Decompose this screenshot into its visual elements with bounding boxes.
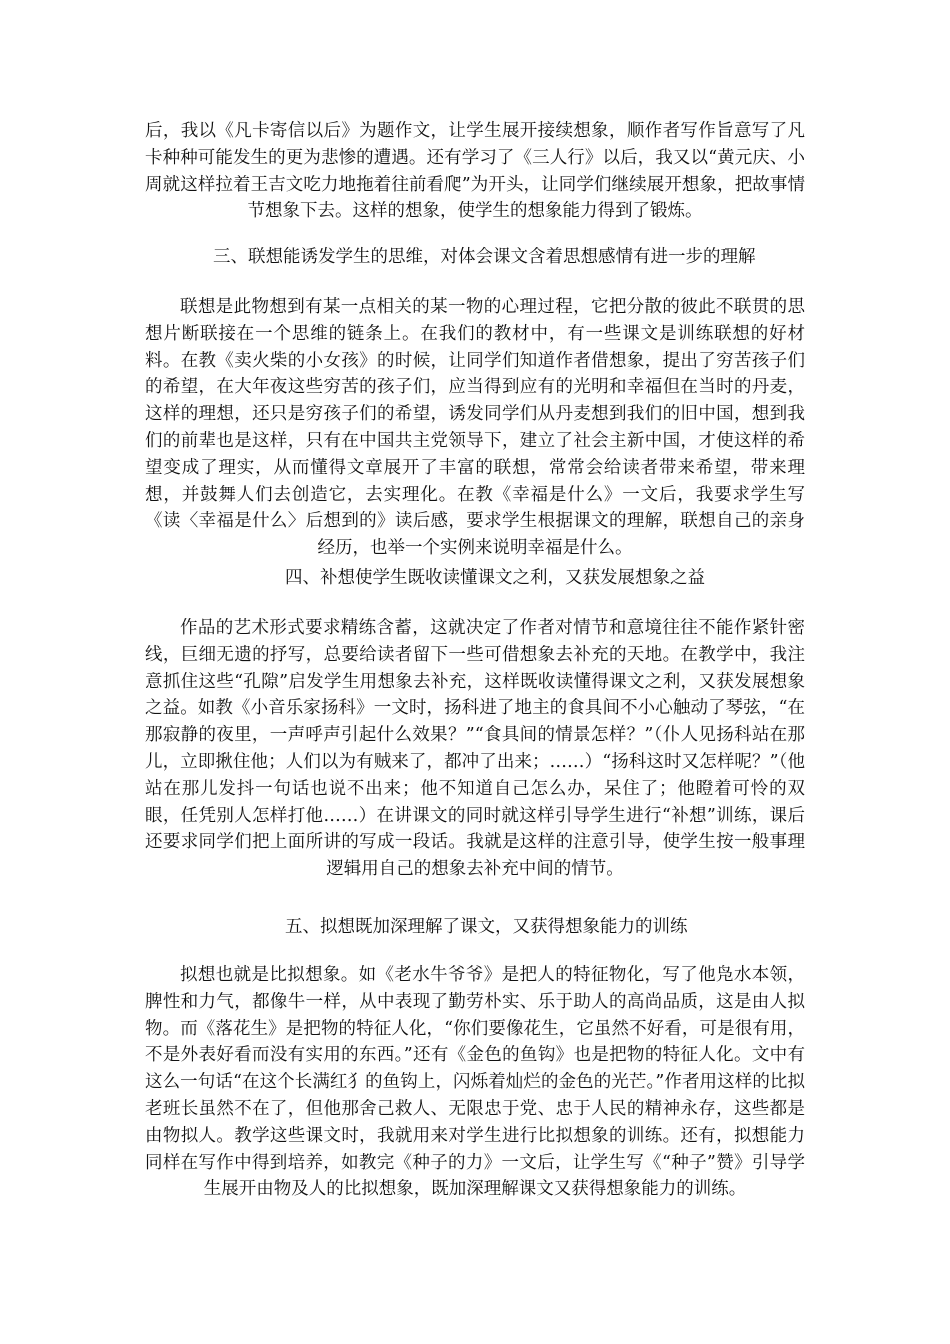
paragraph-analogy: 拟想也就是比拟想象。如《老水牛爷爷》是把人的特征物化，写了他凫水本领，脾性和力气，都像牛一样，从中表现了勤劳朴实、乐于助人的高尚品质，这是由人拟物。而《落花生》是把物的特征人化，“你们要像花生，它虽然不好看，可是很有用，不是外表好看而没有实用的东西。”还有《金色的鱼钩》也是把物的特征人化。文中有这么一句话“在这个长满红犭的鱼钩上，闪烁着灿烂的金色的光芒。”作者用这样的比拟老班长虽然不在了，但他那舍己救人、无限忠于党、忠于人民的精神永存，这些都是由物拟人。教学这些课文时，我就用来对学生进行比拟想象的训练。还有，拟想能力同样在写作中得到培养，如教完《种子的力》一文后，让学生写《“种子”赞》引导学生展开由物及人的比拟想象，既加深理解课文又获得想象能力的训练。 — [145, 965, 805, 1200]
paragraph-supplement: 作品的艺术形式要求精练含蓄，这就决定了作者对情节和意境往往不能作紧针密线，巨细无遗的抒写，总要给读者留下一些可借想象去补充的天地。在教学中，我注意抓住这些“孔隙”启发学生用想象去补充，这样既收读懂得课文之利，又获发展想象之益。如教《小音乐家扬科》一文时，扬科进了地主的食具间不小心触动了琴弦，“在那寂静的夜里，一声呼声引起什么效果？”“食具间的情景怎样？”（仆人见扬科站在那儿，立即揪住他；人们以为有贼来了，都冲了出来；……）“扬科这时又怎样呢？”（他站在那儿发抖一句话也说不出来；他不知道自己怎么办，呆住了；他瞪着可怜的双眼，任凭别人怎样打他……）在讲课文的同时就这样引导学生进行“补想”训练，课后还要求同学们把上面所讲的写成一段话。我就是这样的注意引导，使学生按一般事理逻辑用自己的想象去补充中间的情节。 — [145, 618, 805, 880]
paragraph-continuation: 后，我以《凡卡寄信以后》为题作文，让学生展开接续想象，顺作者写作旨意写了凡卡种种可能发生的更为悲惨的遭遇。还有学习了《三人行》以后，我又以“黄元庆、小周就这样拉着王吉文吃力地拖着往前看爬”为开头，让同学们继续展开想象，把故事情节想象下去。这样的想象，使学生的想象能力得到了锻炼。 — [145, 121, 805, 222]
section-heading-3: 三、联想能诱发学生的思维，对体会课文含着思想感情有进一步的理解 — [213, 247, 756, 267]
paragraph-association: 联想是此物想到有某一点相关的某一物的心理过程，它把分散的彼此不联贯的思想片断联接在一个思维的链条上。在我们的教材中，有一些课文是训练联想的好材料。在教《卖火柴的小女孩》的时候，让同学们知道作者借想象，提出了穷苦孩子们的希望，在大年夜这些穷苦的孩子们，应当得到应有的光明和幸福但在当时的丹麦，这样的理想，还只是穷孩子们的希望，诱发同学们从丹麦想到我们的旧中国，想到我们的前辈也是这样，只有在中国共主党领导下，建立了社会主新中国，才使这样的希望变成了理实，从而懂得文章展开了丰富的联想，常常会给读者带来希望，带来理想，并鼓舞人们去创造它，去实理化。在教《幸福是什么》一文后，我要求学生写《读〈幸福是什么〉后想到的》读后感，要求学生根据课文的理解，联想自己的亲身经历，也举一个实例来说明幸福是什么。 — [145, 297, 805, 559]
section-heading-5: 五、拟想既加深理解了课文，又获得想象能力的训练 — [285, 917, 688, 937]
section-heading-4: 四、补想使学生既收读懂课文之利，又获发展想象之益 — [285, 568, 705, 588]
